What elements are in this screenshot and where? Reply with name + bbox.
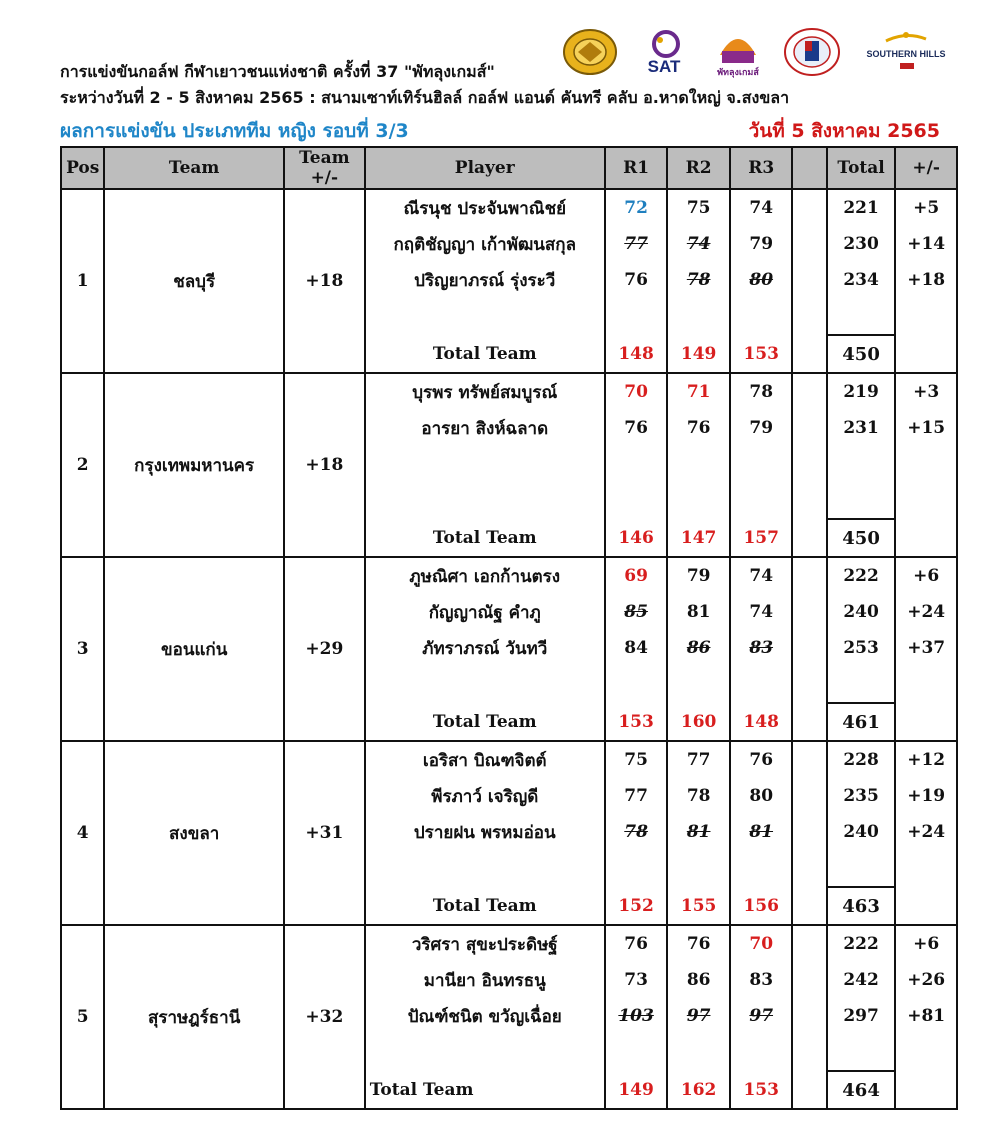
player-name: กัญญาณัฐ คำภู (365, 594, 605, 630)
total-team-label: Total Team (365, 519, 605, 557)
total-team-label: Total Team (365, 887, 605, 925)
score-r3: 83 (730, 630, 793, 666)
player-name: ณีรนุช ประจันพาณิชย์ (365, 189, 605, 226)
results-subtitle: ผลการแข่งขัน ประเภททีม หญิง รอบที่ 3/3 (60, 120, 409, 142)
team-total-r3: 153 (730, 1071, 793, 1109)
player-pm: +14 (895, 226, 957, 262)
player-name: ปริญยาภรณ์ รุ่งระวี (365, 262, 605, 298)
player-pm: +26 (895, 962, 957, 998)
score-r1: 69 (605, 557, 668, 594)
score-r3: 74 (730, 189, 793, 226)
team-pos: 4 (61, 741, 104, 925)
score-r2: 97 (667, 998, 730, 1034)
player-pm: +5 (895, 189, 957, 226)
score-r2: 86 (667, 962, 730, 998)
team-name: ชลบุรี (104, 189, 284, 373)
player-total: 219 (827, 373, 896, 410)
score-r2: 86 (667, 630, 730, 666)
southern-hills-logo-icon (856, 27, 956, 77)
phatthalung-logo-text: พัทลุงเกมส์ (717, 68, 759, 78)
score-r2: 74 (667, 226, 730, 262)
sat-logo-icon (634, 27, 694, 77)
player-total: 228 (827, 741, 896, 778)
score-r1: 76 (605, 262, 668, 298)
score-r2: 78 (667, 778, 730, 814)
score-r1: 75 (605, 741, 668, 778)
table-row (61, 557, 957, 594)
score-r3: 80 (730, 262, 793, 298)
score-r1: 73 (605, 962, 668, 998)
player-total: 221 (827, 189, 896, 226)
player-pm: +6 (895, 557, 957, 594)
table-row (61, 373, 957, 410)
team-pos: 5 (61, 925, 104, 1109)
score-r1: 76 (605, 925, 668, 962)
player-name: พีรภาว์ เจริญดี (365, 778, 605, 814)
score-r3: 81 (730, 814, 793, 850)
score-r3: 97 (730, 998, 793, 1034)
team-grand-total: 461 (827, 703, 896, 741)
player-total: 222 (827, 557, 896, 594)
team-name: ขอนแก่น (104, 557, 284, 741)
score-r1: 76 (605, 410, 668, 446)
player-name: มานียา อินทรธนู (365, 962, 605, 998)
team-pm: +18 (284, 189, 365, 373)
phatthalung-games-icon (708, 27, 768, 77)
total-team-label: Total Team (365, 703, 605, 741)
golf-association-seal-icon (782, 27, 842, 77)
col-header-team-pm: Team +/- (284, 147, 365, 189)
player-total: 297 (827, 998, 896, 1034)
team-total-r2: 155 (667, 887, 730, 925)
score-r1: 103 (605, 998, 668, 1034)
team-pos: 1 (61, 189, 104, 373)
score-r1: 72 (605, 189, 668, 226)
col-header-pm: +/- (895, 147, 957, 189)
team-name: กรุงเทพมหานคร (104, 373, 284, 557)
col-header-r3: R3 (730, 147, 793, 189)
player-name: อารยา สิงห์ฉลาด (365, 410, 605, 446)
southern-hills-logo-text: SOUTHERN HILLS (866, 49, 946, 59)
score-r1: 70 (605, 373, 668, 410)
player-pm: +24 (895, 814, 957, 850)
col-header-r2: R2 (667, 147, 730, 189)
team-group (61, 741, 957, 925)
team-grand-total: 463 (827, 887, 896, 925)
player-total: 230 (827, 226, 896, 262)
player-pm: +19 (895, 778, 957, 814)
team-pm: +18 (284, 373, 365, 557)
score-r2: 77 (667, 741, 730, 778)
score-r3: 79 (730, 410, 793, 446)
team-pm: +29 (284, 557, 365, 741)
col-header-total: Total (827, 147, 896, 189)
player-total: 240 (827, 814, 896, 850)
score-r3: 83 (730, 962, 793, 998)
team-name: สุราษฎร์ธานี (104, 925, 284, 1109)
score-r3: 76 (730, 741, 793, 778)
table-header-row (61, 147, 957, 189)
team-grand-total: 450 (827, 519, 896, 557)
player-name: เอริสา บิณฑจิตต์ (365, 741, 605, 778)
player-total: 242 (827, 962, 896, 998)
col-header-pos: Pos (61, 147, 104, 189)
total-team-label: Total Team (365, 1071, 605, 1109)
col-header-team: Team (104, 147, 284, 189)
team-total-r2: 160 (667, 703, 730, 741)
score-r3: 80 (730, 778, 793, 814)
col-header-player: Player (365, 147, 605, 189)
player-name: ปรายฝน พรหมอ่อน (365, 814, 605, 850)
team-group (61, 373, 957, 557)
score-r1: 84 (605, 630, 668, 666)
score-r1: 77 (605, 778, 668, 814)
team-total-r2: 149 (667, 335, 730, 373)
player-total: 240 (827, 594, 896, 630)
player-pm: +81 (895, 998, 957, 1034)
col-header-blank (792, 147, 826, 189)
team-pos: 3 (61, 557, 104, 741)
team-total-r1: 148 (605, 335, 668, 373)
player-pm: +12 (895, 741, 957, 778)
score-r2: 81 (667, 814, 730, 850)
sponsor-logos (560, 22, 960, 82)
team-total-r3: 153 (730, 335, 793, 373)
player-pm: +24 (895, 594, 957, 630)
score-r2: 79 (667, 557, 730, 594)
player-name: บุรพร ทรัพย์สมบูรณ์ (365, 373, 605, 410)
player-total: 234 (827, 262, 896, 298)
score-r2: 71 (667, 373, 730, 410)
team-total-r1: 149 (605, 1071, 668, 1109)
player-name: กฤติชัญญา เก้าพัฒนสกุล (365, 226, 605, 262)
team-group (61, 189, 957, 373)
score-r3: 74 (730, 557, 793, 594)
team-total-r2: 162 (667, 1071, 730, 1109)
player-name: ภัทราภรณ์ วันทวี (365, 630, 605, 666)
score-r1: 77 (605, 226, 668, 262)
score-r2: 75 (667, 189, 730, 226)
team-total-r2: 147 (667, 519, 730, 557)
gold-emblem-icon (560, 27, 620, 77)
team-pm: +31 (284, 741, 365, 925)
player-total: 231 (827, 410, 896, 446)
table-row (61, 189, 957, 226)
team-group (61, 557, 957, 741)
player-pm: +15 (895, 410, 957, 446)
total-team-label: Total Team (365, 335, 605, 373)
score-r2: 76 (667, 925, 730, 962)
team-total-r1: 152 (605, 887, 668, 925)
player-name: ปัณฑ์ชนิต ขวัญเฉื่อย (365, 998, 605, 1034)
player-pm: +18 (895, 262, 957, 298)
score-r3: 79 (730, 226, 793, 262)
col-header-r1: R1 (605, 147, 668, 189)
table-row (61, 925, 957, 962)
score-r3: 74 (730, 594, 793, 630)
results-date: วันที่ 5 สิงหาคม 2565 (748, 120, 940, 142)
score-r3: 70 (730, 925, 793, 962)
team-total-r1: 153 (605, 703, 668, 741)
table-row (61, 741, 957, 778)
score-r2: 76 (667, 410, 730, 446)
player-total: 235 (827, 778, 896, 814)
team-results-table (60, 146, 958, 1110)
team-total-r1: 146 (605, 519, 668, 557)
team-total-r3: 156 (730, 887, 793, 925)
sat-logo-text: SAT (647, 57, 681, 76)
player-total: 253 (827, 630, 896, 666)
player-pm: +37 (895, 630, 957, 666)
team-pos: 2 (61, 373, 104, 557)
team-total-r3: 148 (730, 703, 793, 741)
player-pm: +6 (895, 925, 957, 962)
event-title: การแข่งขันกอล์ฟ กีฬาเยาวชนแห่งชาติ ครั้งที่ 37 "พัทลุงเกมส์" (60, 62, 495, 81)
score-r1: 78 (605, 814, 668, 850)
score-r1: 85 (605, 594, 668, 630)
score-r3: 78 (730, 373, 793, 410)
player-name: วริศรา สุขะประดิษฐ์ (365, 925, 605, 962)
team-group (61, 925, 957, 1109)
team-grand-total: 464 (827, 1071, 896, 1109)
team-pm: +32 (284, 925, 365, 1109)
player-total: 222 (827, 925, 896, 962)
player-pm: +3 (895, 373, 957, 410)
team-grand-total: 450 (827, 335, 896, 373)
score-r2: 81 (667, 594, 730, 630)
event-venue-dates: ระหว่างวันที่ 2 - 5 สิงหาคม 2565 : สนามเซาท์เทิร์นฮิลล์ กอล์ฟ แอนด์ คันทรี คลับ อ.หาดใหญ่ จ.สงขลา (60, 88, 790, 107)
player-name: ภูษณิศา เอกก้านตรง (365, 557, 605, 594)
team-total-r3: 157 (730, 519, 793, 557)
score-r2: 78 (667, 262, 730, 298)
team-name: สงขลา (104, 741, 284, 925)
